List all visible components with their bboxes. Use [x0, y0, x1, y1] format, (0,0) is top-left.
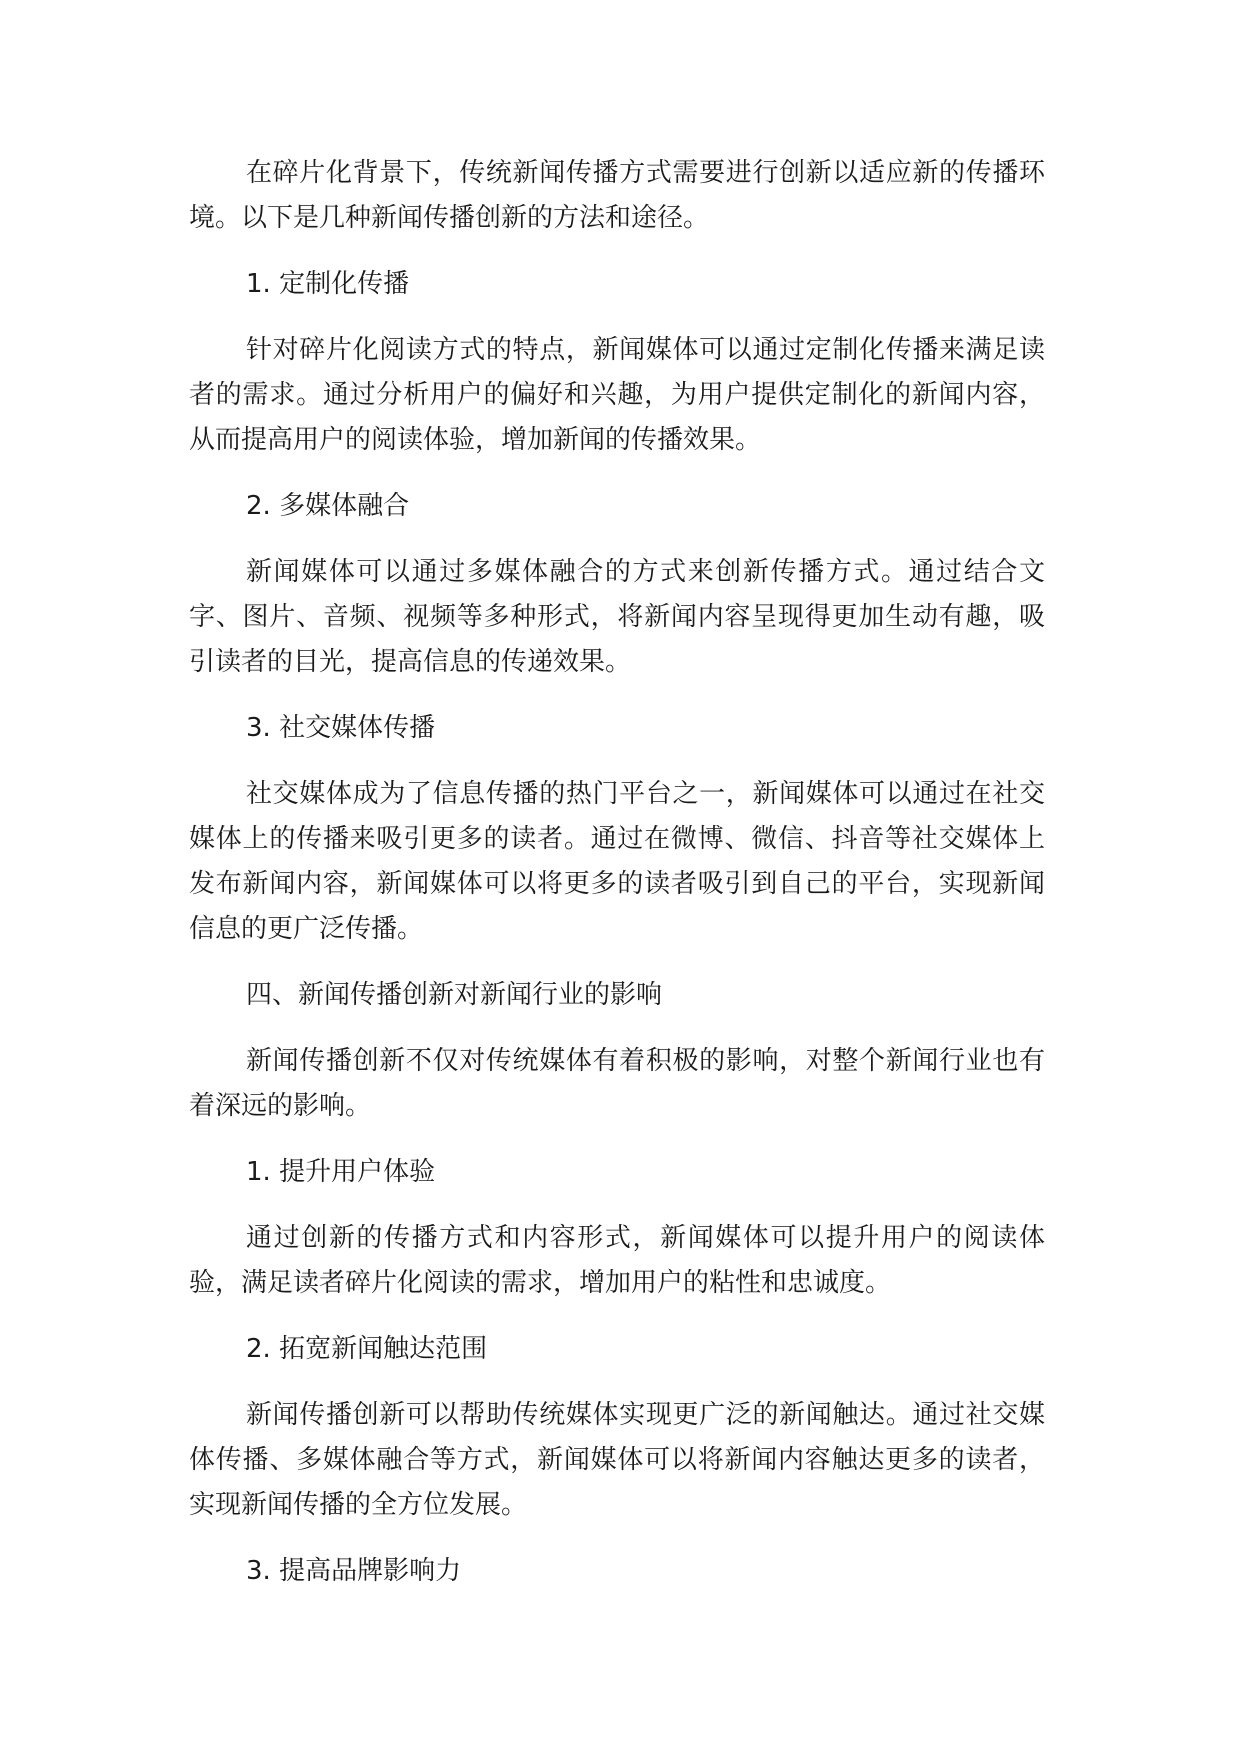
heading-brand-influence: 3. 提高品牌影响力 — [246, 1556, 462, 1586]
paragraph-intro: 在碎片化背景下，传统新闻传播方式需要进行创新以适应新的传播环境。以下是几种新闻传播创新的方法和途径。 — [189, 158, 1045, 233]
heading-reach-range: 2. 拓宽新闻触达范围 — [246, 1334, 488, 1364]
paragraph-section-four: 新闻传播创新不仅对传统媒体有着积极的影响，对整个新闻行业也有着深远的影响。 — [189, 1046, 1045, 1121]
paragraph-user-experience: 通过创新的传播方式和内容形式，新闻媒体可以提升用户的阅读体验，满足读者碎片化阅读的需求，增加用户的粘性和忠诚度。 — [189, 1223, 1045, 1298]
heading-customized-spread: 1. 定制化传播 — [246, 269, 410, 299]
paragraph-customized-spread: 针对碎片化阅读方式的特点，新闻媒体可以通过定制化传播来满足读者的需求。通过分析用户的偏好和兴趣，为用户提供定制化的新闻内容，从而提高用户的阅读体验，增加新闻的传播效果。 — [189, 335, 1045, 455]
heading-multimedia-fusion: 2. 多媒体融合 — [246, 491, 410, 521]
heading-user-experience: 1. 提升用户体验 — [246, 1157, 436, 1187]
paragraph-multimedia-fusion: 新闻媒体可以通过多媒体融合的方式来创新传播方式。通过结合文字、图片、音频、视频等多种形式，将新闻内容呈现得更加生动有趣，吸引读者的目光，提高信息的传递效果。 — [189, 557, 1045, 677]
heading-section-four: 四、新闻传播创新对新闻行业的影响 — [246, 980, 663, 1010]
paragraph-social-media: 社交媒体成为了信息传播的热门平台之一，新闻媒体可以通过在社交媒体上的传播来吸引更多的读者。通过在微博、微信、抖音等社交媒体上发布新闻内容，新闻媒体可以将更多的读者吸引到自己的平台，实现新闻信息的更广泛传播。 — [189, 779, 1045, 944]
document-page — [189, 151, 1045, 1615]
heading-social-media: 3. 社交媒体传播 — [246, 713, 436, 743]
paragraph-reach-range: 新闻传播创新可以帮助传统媒体实现更广泛的新闻触达。通过社交媒体传播、多媒体融合等方式，新闻媒体可以将新闻内容触达更多的读者，实现新闻传播的全方位发展。 — [189, 1400, 1045, 1520]
